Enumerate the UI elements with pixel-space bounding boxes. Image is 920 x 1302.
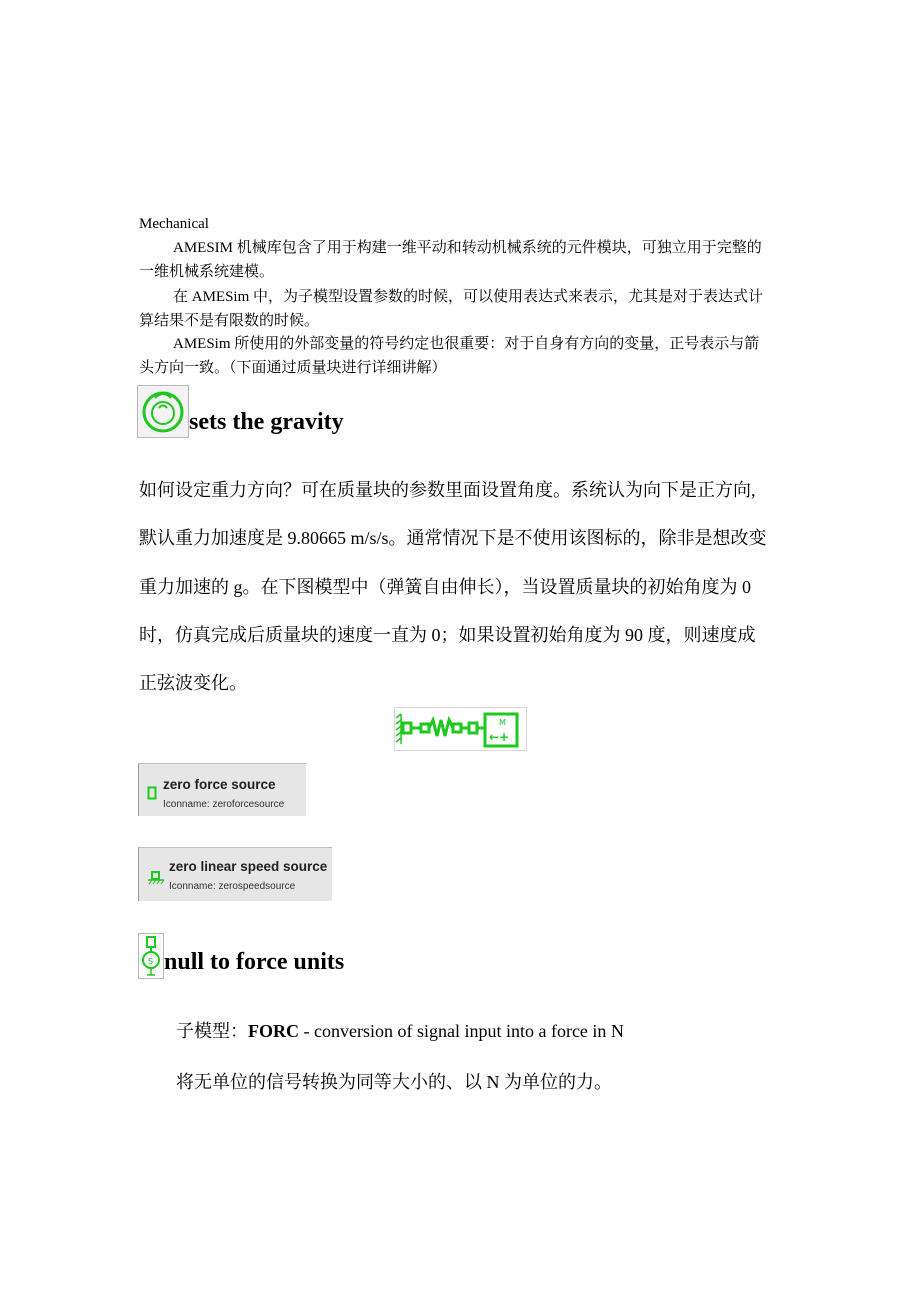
gravity-icon	[137, 385, 189, 438]
submodel-desc: - conversion of signal input into a force in N	[299, 1021, 624, 1041]
signal-to-force-icon	[138, 933, 164, 979]
intro-line-2: 一维机械系统建模。	[139, 264, 275, 280]
submodel-prefix: 子模型：	[176, 1021, 248, 1041]
intro-line-6: 头方向一致。（下面通过质量块进行详细讲解）	[139, 360, 447, 376]
gravity-line-4: 时，仿真完成后质量块的速度一直为 0；如果设置初始角度为 90 度，则速度成	[139, 625, 756, 645]
intro-line-4: 算结果不是有限数的时候。	[139, 313, 320, 329]
section-heading-mechanical: Mechanical	[139, 216, 209, 232]
intro-line-3: 在 AMESim 中，为子模型设置参数的时候，可以使用表达式来表示，尤其是对于表达式计	[173, 289, 764, 305]
null-force-title: null to force units	[164, 949, 345, 975]
null-force-description: 将无单位的信号转换为同等大小的、以 N 为单位的力。	[176, 1072, 612, 1092]
zero-speed-title: zero linear speed source	[169, 859, 328, 874]
zero-force-icon	[147, 786, 157, 802]
spring-mass-diagram	[394, 707, 527, 751]
arrow-label: ←+	[489, 730, 510, 744]
zero-speed-source-panel	[138, 847, 332, 901]
zero-speed-iconname: Iconname: zerospeedsource	[169, 881, 296, 892]
intro-line-5: AMESim 所使用的外部变量的符号约定也很重要：对于自身有方向的变量，正号表示与箭	[173, 336, 760, 352]
gravity-line-1: 如何设定重力方向？可在质量块的参数里面设置角度。系统认为向下是正方向,	[139, 480, 756, 500]
gravity-line-5: 正弦波变化。	[139, 673, 247, 693]
zero-force-iconname: Iconname: zeroforcesource	[163, 799, 285, 810]
submodel-name: FORC	[248, 1021, 299, 1041]
zero-force-title: zero force source	[163, 777, 276, 792]
mass-label: M	[499, 718, 506, 727]
gravity-line-2: 默认重力加速度是 9.80665 m/s/s。通常情况下是不使用该图标的，除非是想改变	[139, 528, 767, 548]
zero-speed-icon	[147, 870, 165, 886]
gravity-line-3: 重力加速的 g。在下图模型中（弹簧自由伸长），当设置质量块的初始角度为 0	[139, 577, 751, 597]
intro-line-1: AMESIM 机械库包含了用于构建一维平动和转动机械系统的元件模块，可独立用于完整的	[173, 240, 762, 256]
zero-force-source-panel	[138, 763, 306, 816]
svg-text:S: S	[148, 957, 154, 966]
submodel-line	[176, 1017, 624, 1043]
gravity-title: sets the gravity	[189, 409, 344, 435]
